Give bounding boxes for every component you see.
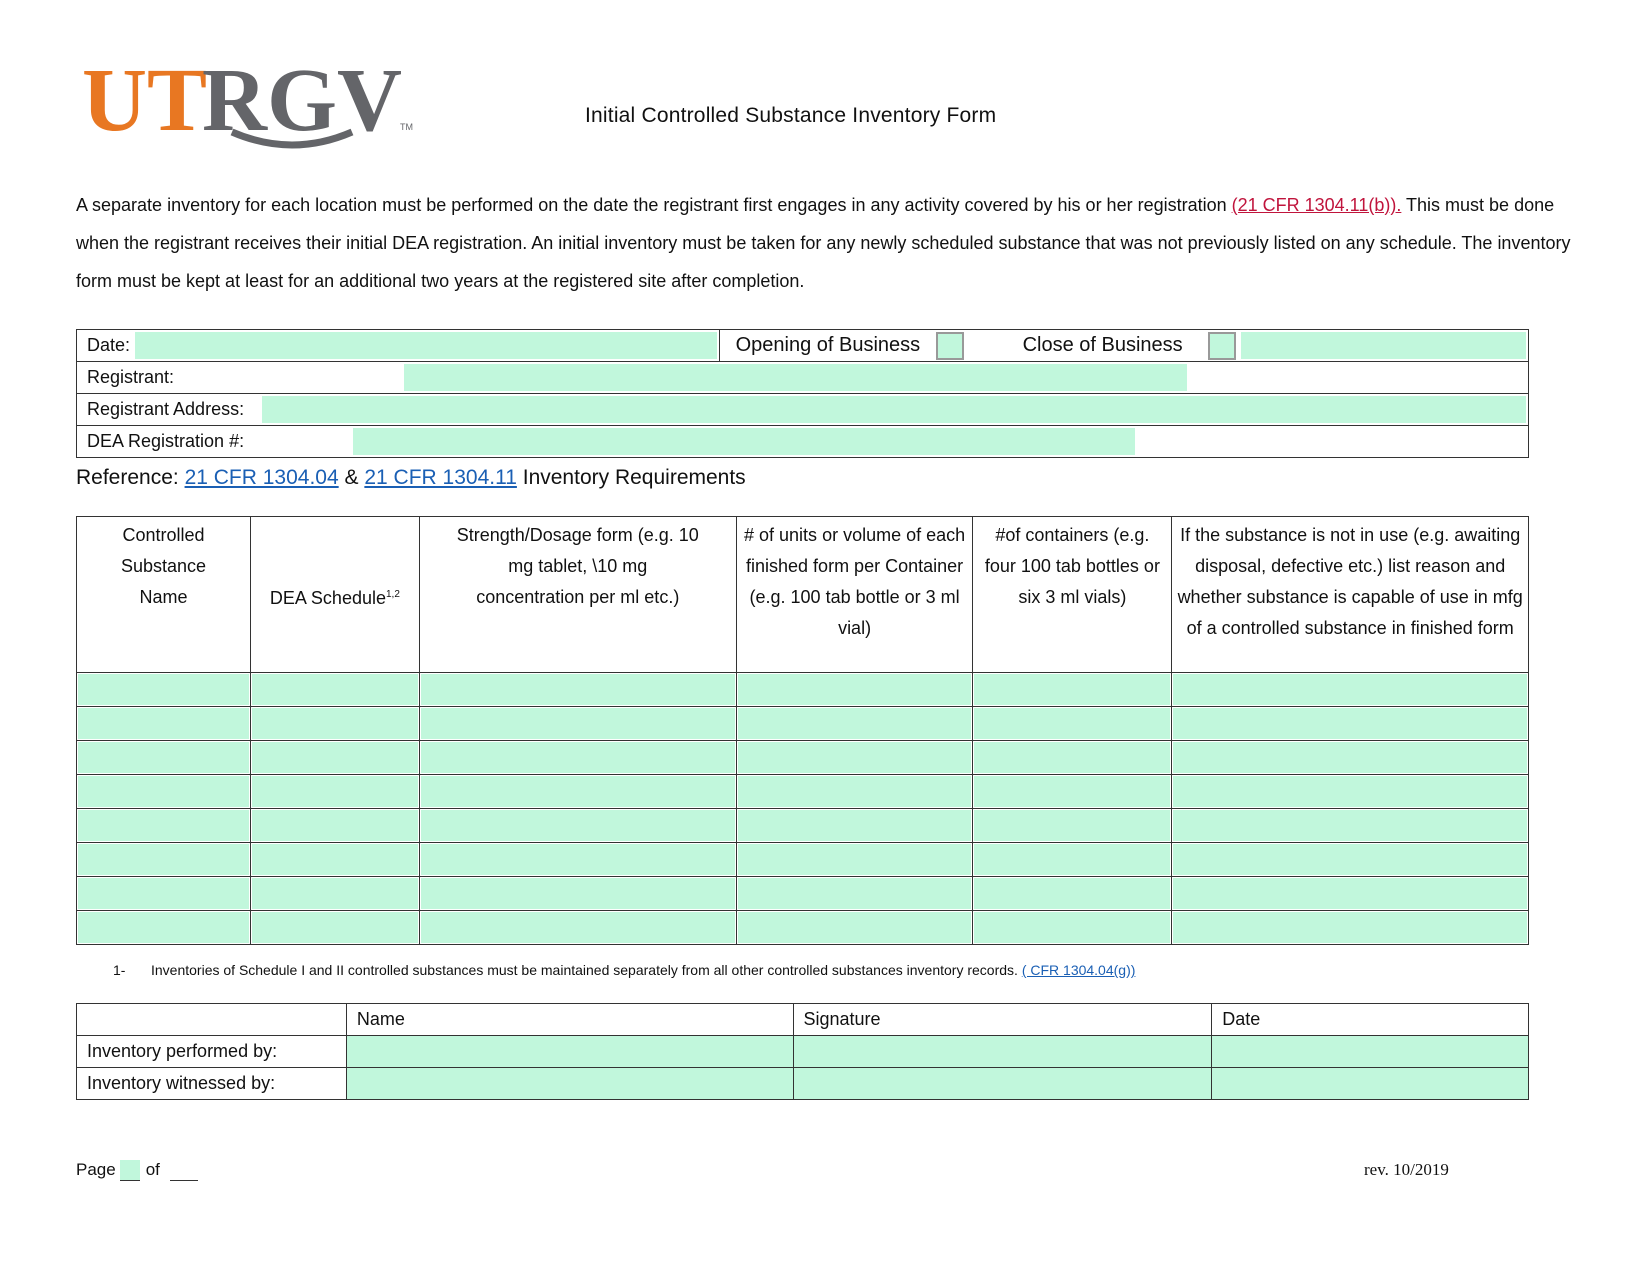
containers-field[interactable] (974, 912, 1170, 943)
logo-tm: TM (400, 122, 413, 132)
footnote-number: 1- (113, 962, 126, 978)
inventory-cell-strength (419, 775, 736, 809)
intro-paragraph (76, 186, 1576, 300)
close-label: Close of Business (1022, 334, 1183, 356)
inventory-row (77, 843, 1529, 877)
inventory-row (77, 707, 1529, 741)
dea-cell (77, 426, 1529, 458)
inventory-cell-substance-name (77, 911, 251, 945)
strength-field[interactable] (421, 708, 735, 739)
strength-field[interactable] (421, 776, 735, 807)
date-field[interactable] (135, 332, 717, 359)
date-cell (77, 330, 720, 362)
containers-field[interactable] (974, 844, 1170, 875)
substance-name-field[interactable] (78, 912, 249, 943)
dea-schedule-field[interactable] (252, 912, 418, 943)
witnessed-row (77, 1068, 1529, 1100)
performed-date-field[interactable] (1212, 1036, 1529, 1068)
performed-signature-field[interactable] (793, 1036, 1212, 1068)
units-field[interactable] (738, 810, 972, 841)
signature-table (76, 1003, 1529, 1100)
inventory-header-row (77, 517, 1529, 673)
inventory-cell-strength (419, 707, 736, 741)
intro-text-1: A separate inventory for each location must be performed on the date the registrant first engages in any activity covered by his or her registration (76, 195, 1232, 215)
inventory-cell-not-in-use (1172, 877, 1529, 911)
header-substance-name: Controlled Substance Name (77, 517, 251, 673)
inventory-row (77, 911, 1529, 945)
inventory-cell-dea-schedule (250, 911, 419, 945)
inventory-cell-strength (419, 843, 736, 877)
inventory-cell-substance-name (77, 843, 251, 877)
inventory-cell-units (736, 843, 973, 877)
units-field[interactable] (738, 742, 972, 773)
inventory-cell-not-in-use (1172, 775, 1529, 809)
intro-text-2: This must be done when the registrant receives their initial DEA registration. An initial inventory must be taken for any newly scheduled substance that was not previously listed on any schedule. The inventory form must be kept at least for an additional two years at the registered site after completion. (76, 195, 1571, 291)
inventory-cell-dea-schedule (250, 673, 419, 707)
inventory-cell-dea-schedule (250, 707, 419, 741)
close-checkbox[interactable] (1208, 332, 1236, 360)
reference-prefix: Reference: (76, 466, 185, 489)
page-footer (76, 1160, 198, 1181)
inventory-cell-units (736, 741, 973, 775)
inventory-cell-dea-schedule (250, 809, 419, 843)
inventory-cell-substance-name (77, 707, 251, 741)
of-label: of (145, 1160, 160, 1179)
containers-field[interactable] (974, 674, 1170, 705)
inventory-row (77, 673, 1529, 707)
units-field[interactable] (738, 878, 972, 909)
page-number-field[interactable] (120, 1160, 140, 1181)
witnessed-signature-field[interactable] (793, 1068, 1212, 1100)
containers-field[interactable] (974, 810, 1170, 841)
inventory-cell-containers (973, 741, 1172, 775)
dea-schedule-field[interactable] (252, 742, 418, 773)
page-total-field[interactable] (170, 1160, 198, 1181)
inventory-cell-not-in-use (1172, 673, 1529, 707)
dea-schedule-field[interactable] (252, 810, 418, 841)
inventory-cell-strength (419, 741, 736, 775)
not-in-use-field[interactable] (1173, 742, 1527, 773)
header-not-in-use: If the substance is not in use (e.g. awaiting disposal, defective etc.) list reason and whether substance is capable of use in mfg of a controlled substance in finished form (1172, 517, 1529, 673)
not-in-use-field[interactable] (1173, 708, 1527, 739)
dea-schedule-field[interactable] (252, 708, 418, 739)
registration-info-table (76, 329, 1529, 458)
inventory-cell-units (736, 877, 973, 911)
inventory-cell-strength (419, 809, 736, 843)
utrgv-logo (82, 58, 422, 150)
revision-date: rev. 10/2019 (1364, 1160, 1449, 1179)
reference-suffix: Inventory Requirements (516, 466, 746, 489)
inventory-cell-dea-schedule (250, 877, 419, 911)
strength-field[interactable] (421, 742, 735, 773)
performed-row (77, 1036, 1529, 1068)
inventory-cell-substance-name (77, 741, 251, 775)
registrant-cell (77, 362, 1529, 394)
inventory-table (76, 516, 1529, 945)
inventory-cell-units (736, 911, 973, 945)
address-label: Registrant Address: (87, 399, 245, 419)
not-in-use-field[interactable] (1173, 878, 1527, 909)
inventory-row (77, 775, 1529, 809)
reference-link-1304-04[interactable]: 21 CFR 1304.04 (184, 466, 339, 489)
inventory-cell-substance-name (77, 673, 251, 707)
inventory-cell-containers (973, 911, 1172, 945)
containers-field[interactable] (974, 776, 1170, 807)
inventory-cell-strength (419, 877, 736, 911)
header-units: # of units or volume of each finished form per Container (e.g. 100 tab bottle or 3 ml vial) (736, 517, 973, 673)
containers-field[interactable] (974, 878, 1170, 909)
containers-field[interactable] (974, 708, 1170, 739)
strength-field[interactable] (421, 878, 735, 909)
inventory-row (77, 741, 1529, 775)
header-strength: Strength/Dosage form (e.g. 10 mg tablet, \10 mg concentration per ml etc.) (419, 517, 736, 673)
registrant-label: Registrant: (87, 367, 175, 387)
inventory-cell-not-in-use (1172, 707, 1529, 741)
footnote-cfr-link[interactable]: ( CFR 1304.04(g)) (1021, 962, 1136, 978)
performed-name-field[interactable] (346, 1036, 793, 1068)
units-field[interactable] (738, 708, 972, 739)
strength-field[interactable] (421, 844, 735, 875)
dea-schedule-field[interactable] (252, 878, 418, 909)
dea-schedule-field[interactable] (252, 844, 418, 875)
business-cell (719, 330, 1528, 362)
inventory-cell-not-in-use (1172, 741, 1529, 775)
registrant-field[interactable] (404, 364, 1187, 391)
inventory-cell-substance-name (77, 775, 251, 809)
inventory-cell-dea-schedule (250, 741, 419, 775)
address-cell (77, 394, 1529, 426)
units-field[interactable] (738, 844, 972, 875)
page-label: Page (76, 1160, 116, 1179)
inventory-row (77, 809, 1529, 843)
col-signature-header: Signature (793, 1004, 1212, 1036)
witnessed-name-field[interactable] (346, 1068, 793, 1100)
not-in-use-field[interactable] (1173, 776, 1527, 807)
reference-line (76, 466, 746, 490)
strength-field[interactable] (421, 674, 735, 705)
witnessed-date-field[interactable] (1212, 1068, 1529, 1100)
dea-schedule-field[interactable] (252, 776, 418, 807)
inventory-cell-substance-name (77, 809, 251, 843)
performed-label: Inventory performed by: (77, 1036, 347, 1068)
substance-name-field[interactable] (78, 810, 249, 841)
signature-header-row (77, 1004, 1529, 1036)
substance-name-field[interactable] (78, 776, 249, 807)
inventory-cell-units (736, 775, 973, 809)
inventory-cell-strength (419, 673, 736, 707)
inventory-cell-units (736, 809, 973, 843)
footnote-text: Inventories of Schedule I and II controlled substances must be maintained separately from all other controlled substances inventory records. (151, 962, 1022, 978)
footnote (113, 962, 1135, 978)
opening-checkbox[interactable] (936, 332, 964, 360)
inventory-cell-not-in-use (1172, 911, 1529, 945)
address-field[interactable] (262, 396, 1526, 423)
inventory-cell-dea-schedule (250, 843, 419, 877)
not-in-use-field[interactable] (1173, 912, 1527, 943)
date-label: Date: (87, 335, 131, 355)
substance-name-field[interactable] (78, 708, 249, 739)
inventory-body (77, 673, 1529, 945)
opening-label: Opening of Business (735, 334, 921, 356)
inventory-cell-containers (973, 707, 1172, 741)
signature-corner (77, 1004, 347, 1036)
containers-field[interactable] (974, 742, 1170, 773)
substance-name-field[interactable] (78, 844, 249, 875)
inventory-cell-dea-schedule (250, 775, 419, 809)
inventory-cell-containers (973, 843, 1172, 877)
col-date-header: Date (1212, 1004, 1529, 1036)
units-field[interactable] (738, 912, 972, 943)
business-time-field[interactable] (1241, 332, 1526, 359)
header-dea-schedule: DEA Schedule$^{1,2}$ (250, 517, 419, 673)
inventory-cell-substance-name (77, 877, 251, 911)
dea-field[interactable] (353, 428, 1135, 455)
not-in-use-field[interactable] (1173, 844, 1527, 875)
header-containers: #of containers (e.g. four 100 tab bottles or six 3 ml vials) (973, 517, 1172, 673)
logo-ut-text: UT (82, 58, 208, 150)
inventory-cell-not-in-use (1172, 843, 1529, 877)
inventory-cell-containers (973, 877, 1172, 911)
dea-label: DEA Registration #: (87, 431, 245, 451)
inventory-cell-strength (419, 911, 736, 945)
units-field[interactable] (738, 674, 972, 705)
substance-name-field[interactable] (78, 674, 249, 705)
substance-name-field[interactable] (78, 878, 249, 909)
not-in-use-field[interactable] (1173, 810, 1527, 841)
inventory-row (77, 877, 1529, 911)
form-title: Initial Controlled Substance Inventory Form (585, 104, 997, 127)
witnessed-label: Inventory witnessed by: (77, 1068, 347, 1100)
reference-amp: & (338, 466, 365, 489)
strength-field[interactable] (421, 912, 735, 943)
strength-field[interactable] (421, 810, 735, 841)
inventory-cell-containers (973, 809, 1172, 843)
substance-name-field[interactable] (78, 742, 249, 773)
inventory-cell-not-in-use (1172, 809, 1529, 843)
logo-rgv-text: RGV (202, 58, 402, 150)
col-name-header: Name (346, 1004, 793, 1036)
inventory-cell-containers (973, 673, 1172, 707)
not-in-use-field[interactable] (1173, 674, 1527, 705)
inventory-cell-units (736, 673, 973, 707)
intro-cfr-link[interactable]: (21 CFR 1304.11(b)). (1231, 195, 1402, 215)
dea-schedule-field[interactable] (252, 674, 418, 705)
reference-link-1304-11[interactable]: 21 CFR 1304.11 (364, 466, 517, 489)
inventory-cell-containers (973, 775, 1172, 809)
units-field[interactable] (738, 776, 972, 807)
inventory-cell-units (736, 707, 973, 741)
